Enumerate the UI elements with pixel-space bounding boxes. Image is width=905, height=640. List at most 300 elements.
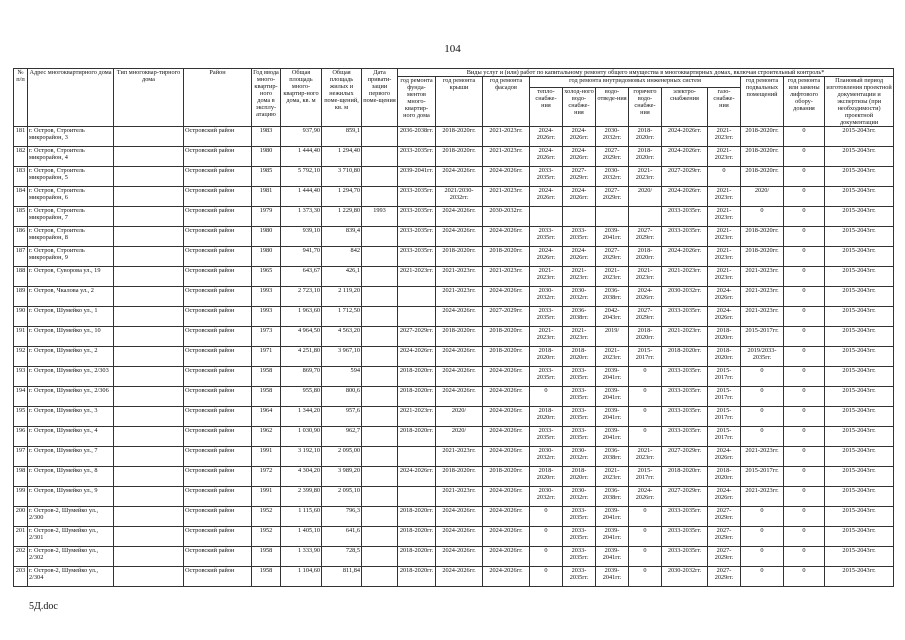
cell-cold-water: 2030-2032гг.: [563, 447, 596, 467]
cell-type: [114, 307, 184, 327]
cell-district: Островский район: [184, 307, 252, 327]
cell-basement: 2018-2020гг.: [741, 227, 784, 247]
cell-total-area: 939,10: [281, 227, 322, 247]
col-header-engineering-group: год ремонта внутридомовых инженерных систем: [530, 77, 741, 88]
cell-lift: 0: [784, 207, 825, 227]
cell-type: [114, 207, 184, 227]
cell-gas: 2021-2023гг.: [708, 267, 741, 287]
cell-foundation: 2021-2023гг.: [398, 267, 436, 287]
cell-basement: 2018-2020гг.: [741, 247, 784, 267]
cell-facade: 2024-2026гг.: [483, 387, 530, 407]
cell-electric: 2033-2035гг.: [662, 427, 708, 447]
cell-heat-supply: 2021-2023гг.: [530, 267, 563, 287]
cell-cold-water: 2033-2035гг.: [563, 507, 596, 527]
cell-lift: 0: [784, 427, 825, 447]
cell-year: 1980: [252, 147, 281, 167]
cell-hot-water: 2027-2029гг.: [629, 227, 662, 247]
cell-type: [114, 327, 184, 347]
cell-cold-water: 2033-2035гг.: [563, 227, 596, 247]
cell-foundation: 2018-2020гг.: [398, 527, 436, 547]
cell-hot-water: 2018-2020гг.: [629, 327, 662, 347]
cell-living-area: 2 095,00: [322, 447, 362, 467]
table-row: [14, 387, 894, 407]
cell-cold-water: 2030-2032гг.: [563, 287, 596, 307]
cell-type: [114, 287, 184, 307]
cell-facade: 2024-2026гг.: [483, 287, 530, 307]
cell-address: г. Остров, Шумейко ул., 2: [28, 347, 114, 367]
cell-plan-period: 2015-2043гг.: [825, 527, 894, 547]
cell-address: г. Остров, Шумейко ул., 2/303: [28, 367, 114, 387]
table-row: [14, 127, 894, 147]
cell-electric: 2027-2029гг.: [662, 167, 708, 187]
cell-basement: 0: [741, 547, 784, 567]
cell-facade: 2024-2026гг.: [483, 367, 530, 387]
cell-heat-supply: 0: [530, 547, 563, 567]
cell-total-area: 3 192,10: [281, 447, 322, 467]
cell-address: г. Остров, Строитель микрорайон, 5: [28, 167, 114, 187]
cell-basement: 0: [741, 527, 784, 547]
cell-cold-water: 2033-2035гг.: [563, 567, 596, 587]
cell-cold-water: 2033-2035гг.: [563, 407, 596, 427]
cell-lift: 0: [784, 407, 825, 427]
cell-living-area: 3 710,80: [322, 167, 362, 187]
cell-plan-period: 2015-2043гг.: [825, 267, 894, 287]
cell-year: 1991: [252, 447, 281, 467]
cell-plan-period: 2015-2043гг.: [825, 227, 894, 247]
cell-living-area: 800,6: [322, 387, 362, 407]
cell-plan-period: 2015-2043гг.: [825, 247, 894, 267]
cell-plan-period: 2015-2043гг.: [825, 207, 894, 227]
cell-hot-water: 2018-2020гг.: [629, 147, 662, 167]
cell-foundation: 2036-2038гг.: [398, 127, 436, 147]
cell-type: [114, 407, 184, 427]
cell-type: [114, 227, 184, 247]
cell-drainage: 2039-2041гг.: [596, 507, 629, 527]
cell-lift: 0: [784, 447, 825, 467]
cell-gas: 2015-2017гг.: [708, 387, 741, 407]
cell-gas: 2024-2026гг.: [708, 447, 741, 467]
col-header-foundation: год ремонта фунда-ментов много-квартир-ного дома: [398, 77, 436, 127]
cell-num: 196: [14, 427, 28, 447]
cell-district: Островский район: [184, 267, 252, 287]
page-number: 104: [444, 43, 461, 55]
cell-heat-supply: 2018-2020гг.: [530, 407, 563, 427]
cell-electric: 2033-2035гг.: [662, 527, 708, 547]
cell-district: Островский район: [184, 327, 252, 347]
cell-type: [114, 347, 184, 367]
cell-roof: 2018-2020гг.: [436, 147, 483, 167]
table-row: [14, 367, 894, 387]
cell-total-area: 955,80: [281, 387, 322, 407]
cell-hot-water: 2021-2023гг.: [629, 167, 662, 187]
cell-district: Островский район: [184, 567, 252, 587]
cell-gas: 2027-2029гг.: [708, 507, 741, 527]
cell-lift: 0: [784, 267, 825, 287]
cell-total-area: 4 251,80: [281, 347, 322, 367]
cell-plan-period: 2015-2043гг.: [825, 127, 894, 147]
col-header-heat-supply: тепло-снабже-ния: [530, 87, 563, 126]
table-row: [14, 567, 894, 587]
cell-facade: 2024-2026гг.: [483, 167, 530, 187]
cell-basement: 2018-2020гг.: [741, 127, 784, 147]
cell-privatization-date: [362, 487, 398, 507]
cell-lift: 0: [784, 347, 825, 367]
cell-foundation: 2018-2020гг.: [398, 387, 436, 407]
cell-type: [114, 447, 184, 467]
cell-roof: 2018-2020гг.: [436, 247, 483, 267]
cell-privatization-date: [362, 547, 398, 567]
cell-facade: 2024-2026гг.: [483, 227, 530, 247]
cell-living-area: 1 294,40: [322, 147, 362, 167]
cell-total-area: 1 373,30: [281, 207, 322, 227]
cell-address: г. Остров, Шумейко ул., 9: [28, 487, 114, 507]
cell-privatization-date: [362, 387, 398, 407]
cell-roof: 2021-2023гг.: [436, 267, 483, 287]
cell-hot-water: 2020/: [629, 187, 662, 207]
cell-address: г. Остров, Шумейко ул., 10: [28, 327, 114, 347]
cell-type: [114, 467, 184, 487]
cell-drainage: 2036-2038гг.: [596, 447, 629, 467]
cell-num: 195: [14, 407, 28, 427]
cell-facade: 2030-2032гг.: [483, 207, 530, 227]
cell-lift: 0: [784, 467, 825, 487]
col-header-year: Год ввода много-квартир-ного дома в эксплу-атацию: [252, 69, 281, 127]
table-row: [14, 167, 894, 187]
cell-year: 1993: [252, 307, 281, 327]
cell-year: 1958: [252, 387, 281, 407]
cell-district: Островский район: [184, 447, 252, 467]
cell-total-area: 1 115,60: [281, 507, 322, 527]
cell-roof: 2024-2026гг.: [436, 307, 483, 327]
table-row: [14, 447, 894, 467]
capital-repair-table: [13, 68, 894, 587]
cell-electric: 2027-2029гг.: [662, 487, 708, 507]
cell-roof: 2018-2020гг.: [436, 327, 483, 347]
cell-roof: 2020/: [436, 427, 483, 447]
cell-basement: 0: [741, 567, 784, 587]
cell-cold-water: 2024-2026гг.: [563, 187, 596, 207]
cell-num: 198: [14, 467, 28, 487]
cell-cold-water: 2024-2026гг.: [563, 147, 596, 167]
cell-heat-supply: 2030-2032гг.: [530, 447, 563, 467]
cell-address: г. Остров, Строитель микрорайон, 7: [28, 207, 114, 227]
cell-drainage: 2042-2043гг.: [596, 307, 629, 327]
cell-electric: 2030-2032гг.: [662, 567, 708, 587]
cell-heat-supply: [530, 207, 563, 227]
cell-type: [114, 267, 184, 287]
cell-hot-water: 0: [629, 547, 662, 567]
cell-lift: 0: [784, 507, 825, 527]
cell-roof: 2024-2026гг.: [436, 227, 483, 247]
cell-num: 203: [14, 567, 28, 587]
cell-basement: 0: [741, 407, 784, 427]
cell-foundation: [398, 487, 436, 507]
cell-year: 1958: [252, 367, 281, 387]
cell-year: 1972: [252, 467, 281, 487]
cell-drainage: 2021-2023гг.: [596, 347, 629, 367]
cell-address: г. Остров, Строитель микрорайон, 3: [28, 127, 114, 147]
cell-district: Островский район: [184, 287, 252, 307]
cell-hot-water: 2027-2029гг.: [629, 307, 662, 327]
cell-roof: 2024-2026гг.: [436, 567, 483, 587]
cell-plan-period: 2015-2043гг.: [825, 427, 894, 447]
table-row: [14, 487, 894, 507]
cell-electric: 2024-2026гг.: [662, 187, 708, 207]
cell-type: [114, 247, 184, 267]
table-body: [14, 127, 894, 587]
cell-heat-supply: 0: [530, 567, 563, 587]
cell-type: [114, 527, 184, 547]
cell-plan-period: 2015-2043гг.: [825, 507, 894, 527]
cell-cold-water: 2033-2035гг.: [563, 527, 596, 547]
cell-lift: 0: [784, 227, 825, 247]
cell-num: 192: [14, 347, 28, 367]
cell-roof: 2018-2020гг.: [436, 467, 483, 487]
table-row: [14, 547, 894, 567]
cell-drainage: 2039-2041гг.: [596, 407, 629, 427]
cell-district: Островский район: [184, 387, 252, 407]
cell-type: [114, 567, 184, 587]
cell-living-area: 839,4: [322, 227, 362, 247]
cell-district: Островский район: [184, 507, 252, 527]
cell-privatization-date: [362, 527, 398, 547]
col-header-privatization-date: Дата привати-зации первого поме-щения: [362, 69, 398, 127]
cell-roof: 2024-2026гг.: [436, 527, 483, 547]
cell-privatization-date: 1993: [362, 207, 398, 227]
cell-foundation: 2021-2023гг.: [398, 407, 436, 427]
cell-roof: 2024-2026гг.: [436, 207, 483, 227]
cell-district: Островский район: [184, 207, 252, 227]
cell-living-area: 4 563,20: [322, 327, 362, 347]
cell-total-area: 2 723,10: [281, 287, 322, 307]
cell-privatization-date: [362, 507, 398, 527]
cell-year: 1985: [252, 167, 281, 187]
cell-electric: 2021-2023гг.: [662, 327, 708, 347]
cell-type: [114, 127, 184, 147]
cell-foundation: 2024-2026гг.: [398, 467, 436, 487]
cell-year: 1958: [252, 547, 281, 567]
cell-privatization-date: [362, 467, 398, 487]
cell-foundation: 2039-2041гг.: [398, 167, 436, 187]
table-row: [14, 327, 894, 347]
cell-district: Островский район: [184, 227, 252, 247]
cell-drainage: 2027-2029гг.: [596, 147, 629, 167]
cell-plan-period: 2015-2043гг.: [825, 367, 894, 387]
cell-roof: 2021/2030-2032гг.: [436, 187, 483, 207]
cell-facade: 2018-2020гг.: [483, 247, 530, 267]
cell-lift: 0: [784, 527, 825, 547]
cell-cold-water: 2027-2029гг.: [563, 167, 596, 187]
cell-lift: 0: [784, 247, 825, 267]
cell-drainage: 2021-2023гг.: [596, 467, 629, 487]
cell-address: г. Остров-2, Шумейко ул., 2/301: [28, 527, 114, 547]
col-header-electric: электро-снабжения: [662, 87, 708, 126]
cell-total-area: 1 344,20: [281, 407, 322, 427]
cell-living-area: 2 119,20: [322, 287, 362, 307]
cell-address: г. Остров, Шумейко ул., 8: [28, 467, 114, 487]
cell-total-area: 643,67: [281, 267, 322, 287]
cell-cold-water: 2033-2035гг.: [563, 547, 596, 567]
cell-roof: 2021-2023гг.: [436, 287, 483, 307]
cell-living-area: 1 712,50: [322, 307, 362, 327]
cell-gas: 2021-2023гг.: [708, 227, 741, 247]
cell-gas: 2021-2023гг.: [708, 247, 741, 267]
cell-total-area: 1 963,60: [281, 307, 322, 327]
cell-gas: 2015-2017гг.: [708, 427, 741, 447]
cell-lift: 0: [784, 547, 825, 567]
cell-year: 1973: [252, 327, 281, 347]
cell-heat-supply: 0: [530, 387, 563, 407]
cell-plan-period: 2015-2043гг.: [825, 307, 894, 327]
cell-basement: 2015-2017гг.: [741, 467, 784, 487]
cell-district: Островский район: [184, 427, 252, 447]
cell-foundation: 2024-2026гг.: [398, 347, 436, 367]
cell-total-area: 1 333,90: [281, 547, 322, 567]
cell-num: 188: [14, 267, 28, 287]
cell-total-area: 1 405,10: [281, 527, 322, 547]
cell-foundation: 2033-2035гг.: [398, 147, 436, 167]
cell-district: Островский район: [184, 187, 252, 207]
col-header-total-area: Общая площадь много-квартир-ного дома, кв. м: [281, 69, 322, 127]
cell-facade: 2024-2026гг.: [483, 427, 530, 447]
cell-roof: 2021-2023гг.: [436, 447, 483, 467]
cell-address: г. Остров, Строитель микрорайон, 8: [28, 227, 114, 247]
cell-gas: 0: [708, 167, 741, 187]
table-row: [14, 207, 894, 227]
cell-num: 181: [14, 127, 28, 147]
cell-year: 1991: [252, 487, 281, 507]
cell-type: [114, 547, 184, 567]
cell-privatization-date: [362, 367, 398, 387]
cell-heat-supply: 2030-2032гг.: [530, 487, 563, 507]
cell-gas: 2021-2023гг.: [708, 127, 741, 147]
cell-living-area: 1 294,70: [322, 187, 362, 207]
cell-living-area: 641,6: [322, 527, 362, 547]
cell-facade: 2021-2023гг.: [483, 147, 530, 167]
cell-roof: 2024-2026гг.: [436, 547, 483, 567]
cell-facade: 2024-2026гг.: [483, 567, 530, 587]
cell-hot-water: [629, 207, 662, 227]
cell-drainage: 2039-2041гг.: [596, 387, 629, 407]
cell-plan-period: 2015-2043гг.: [825, 487, 894, 507]
cell-plan-period: 2015-2043гг.: [825, 187, 894, 207]
cell-electric: 2033-2035гг.: [662, 547, 708, 567]
cell-foundation: 2018-2020гг.: [398, 547, 436, 567]
cell-facade: 2024-2026гг.: [483, 507, 530, 527]
cell-district: Островский район: [184, 527, 252, 547]
cell-heat-supply: 2021-2023гг.: [530, 327, 563, 347]
cell-basement: 0: [741, 367, 784, 387]
cell-roof: 2021-2023гг.: [436, 487, 483, 507]
cell-num: 201: [14, 527, 28, 547]
cell-roof: 2024-2026гг.: [436, 387, 483, 407]
col-header-drainage: водо-отведе-ния: [596, 87, 629, 126]
cell-gas: 2024-2026гг.: [708, 287, 741, 307]
cell-plan-period: 2015-2043гг.: [825, 347, 894, 367]
cell-year: 1971: [252, 347, 281, 367]
cell-drainage: 2039-2041гг.: [596, 527, 629, 547]
cell-electric: 2033-2035гг.: [662, 307, 708, 327]
col-header-hot-water: горячего водо-снабже-ния: [629, 87, 662, 126]
cell-lift: 0: [784, 287, 825, 307]
cell-drainage: 2036-2038гг.: [596, 487, 629, 507]
cell-living-area: 594: [322, 367, 362, 387]
cell-lift: 0: [784, 167, 825, 187]
col-header-basement: год ремонта подвальных помещений: [741, 77, 784, 127]
cell-electric: 2033-2035гг.: [662, 367, 708, 387]
cell-living-area: 3 989,20: [322, 467, 362, 487]
cell-heat-supply: 2018-2020гг.: [530, 347, 563, 367]
cell-roof: 2024-2026гг.: [436, 367, 483, 387]
cell-district: Островский район: [184, 487, 252, 507]
cell-roof: 2018-2020гг.: [436, 127, 483, 147]
cell-privatization-date: [362, 447, 398, 467]
cell-address: г. Остров, Шумейко ул., 3: [28, 407, 114, 427]
cell-cold-water: 2018-2020гг.: [563, 347, 596, 367]
cell-num: 189: [14, 287, 28, 307]
cell-gas: 2015-2017гг.: [708, 407, 741, 427]
cell-foundation: 2027-2029гг.: [398, 327, 436, 347]
cell-foundation: 2033-2035гг.: [398, 247, 436, 267]
cell-foundation: 2018-2020гг.: [398, 507, 436, 527]
cell-district: Островский район: [184, 347, 252, 367]
cell-basement: 0: [741, 207, 784, 227]
cell-electric: 2021-2023гг.: [662, 267, 708, 287]
table-row: [14, 407, 894, 427]
cell-privatization-date: [362, 347, 398, 367]
cell-basement: 2021-2023гг.: [741, 267, 784, 287]
cell-total-area: 1 030,90: [281, 427, 322, 447]
cell-drainage: [596, 207, 629, 227]
col-header-type: Тип многоквар-тирного дома: [114, 69, 184, 127]
cell-cold-water: 2033-2035гг.: [563, 427, 596, 447]
cell-total-area: 869,70: [281, 367, 322, 387]
cell-gas: 2027-2029гг.: [708, 527, 741, 547]
cell-foundation: [398, 447, 436, 467]
cell-cold-water: 2036-2038гг.: [563, 307, 596, 327]
cell-num: 185: [14, 207, 28, 227]
cell-foundation: 2033-2035гг.: [398, 187, 436, 207]
col-header-plan-period: Плановый период изготовления проектной документации и экспертизы (при необходимости) проектной документации: [826, 77, 892, 126]
cell-year: 1980: [252, 227, 281, 247]
cell-gas: 2015-2017гг.: [708, 367, 741, 387]
cell-year: 1981: [252, 187, 281, 207]
cell-address: г. Остров, Шумейко ул., 1: [28, 307, 114, 327]
cell-facade: 2024-2026гг.: [483, 447, 530, 467]
col-header-cold-water: холод-ного водо-снабже-ния: [563, 87, 596, 126]
cell-basement: 2021-2023гг.: [741, 287, 784, 307]
cell-heat-supply: 2033-2035гг.: [530, 227, 563, 247]
cell-electric: 2018-2020гг.: [662, 347, 708, 367]
cell-heat-supply: 2033-2035гг.: [530, 367, 563, 387]
cell-hot-water: 0: [629, 507, 662, 527]
cell-heat-supply: 2024-2026гг.: [530, 127, 563, 147]
cell-privatization-date: [362, 147, 398, 167]
cell-cold-water: 2021-2023гг.: [563, 267, 596, 287]
cell-privatization-date: [362, 187, 398, 207]
table-row: [14, 267, 894, 287]
col-header-facade: год ремонта фасадов: [483, 77, 530, 127]
cell-num: 202: [14, 547, 28, 567]
table-row: [14, 187, 894, 207]
cell-basement: 0: [741, 427, 784, 447]
cell-type: [114, 167, 184, 187]
cell-cold-water: 2021-2023гг.: [563, 327, 596, 347]
cell-total-area: 1 104,60: [281, 567, 322, 587]
cell-living-area: 842: [322, 247, 362, 267]
cell-plan-period: 2015-2043гг.: [825, 287, 894, 307]
table-row: [14, 467, 894, 487]
